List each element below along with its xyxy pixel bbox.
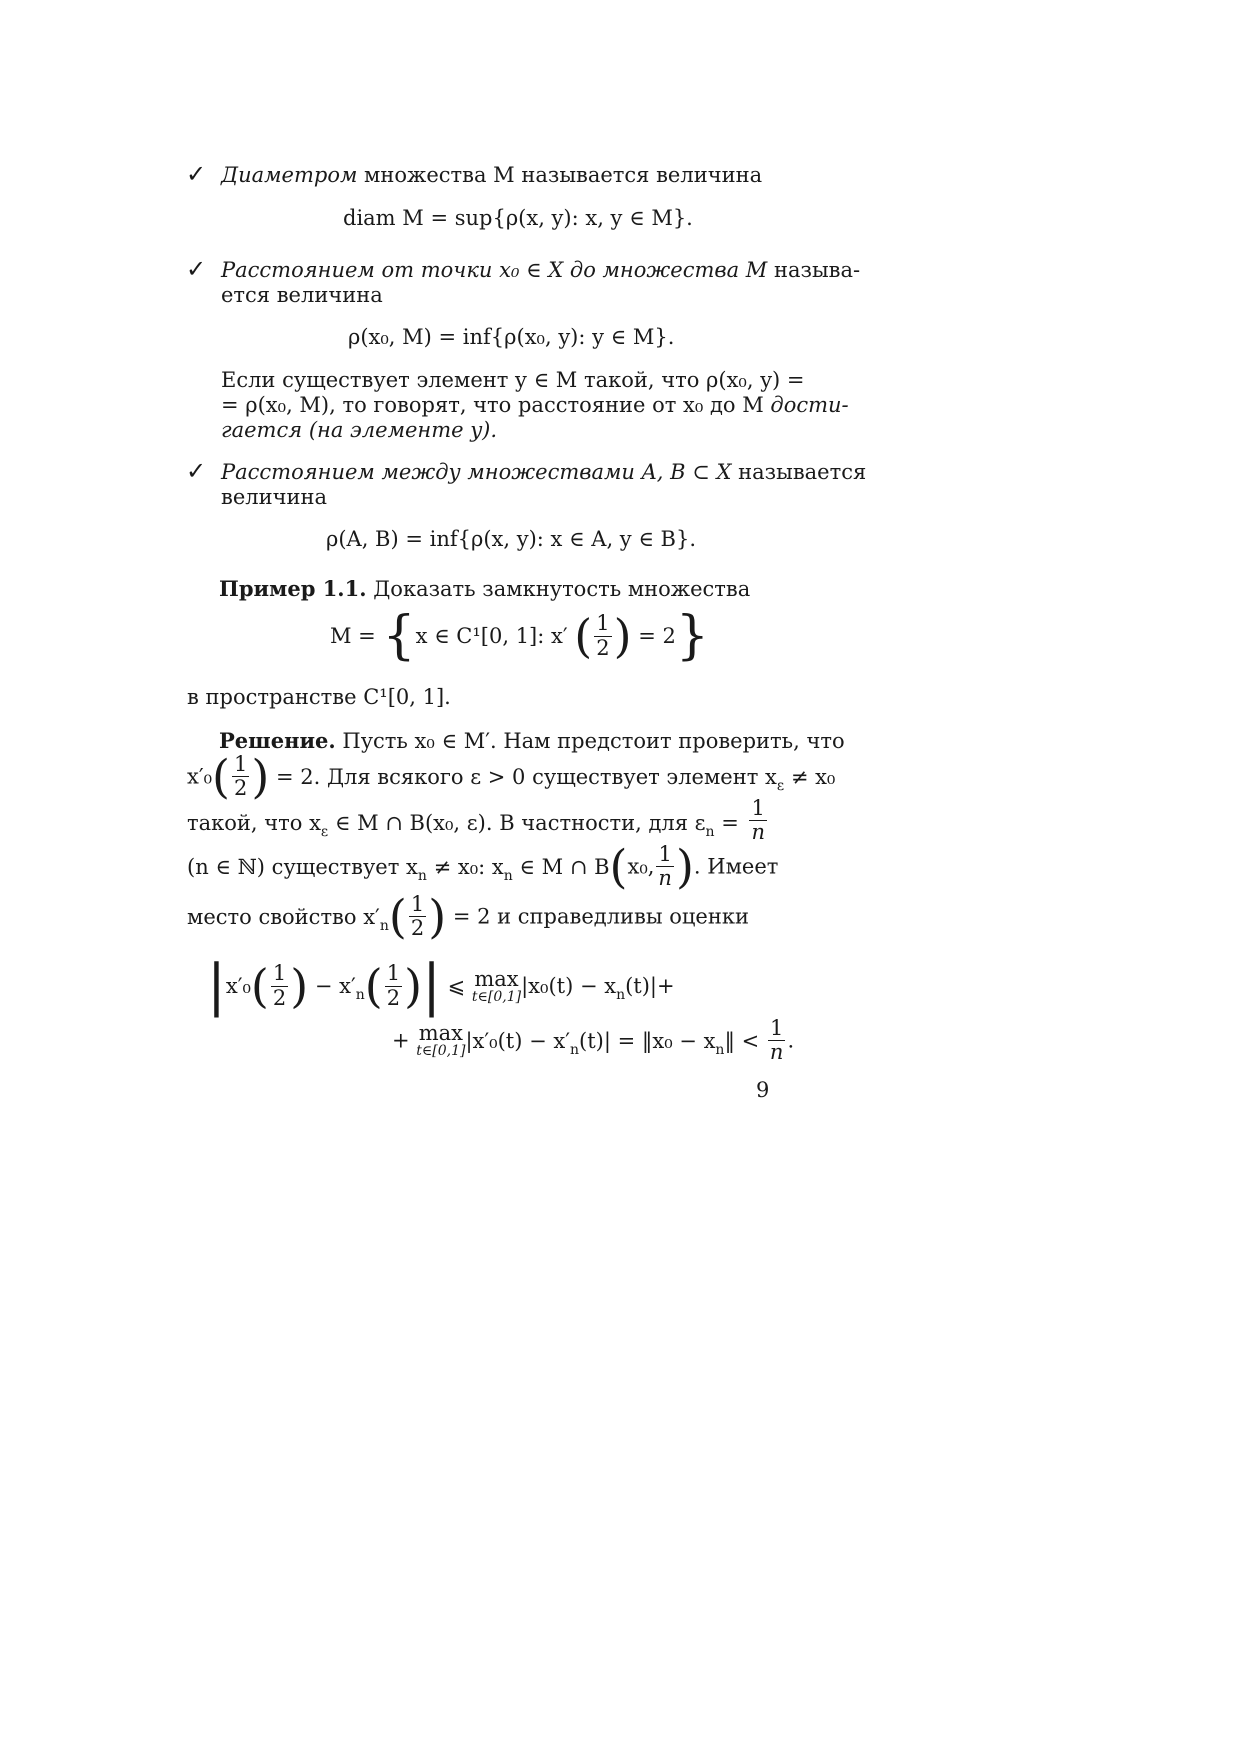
plus-sign: + [392,1028,410,1053]
item3-line1 [221,458,866,486]
fraction-half: $\frac{1}{2}$ [596,611,610,660]
abs-left-bar: | [207,953,226,1018]
left-paren: ( [250,959,269,1013]
item3-rest: называется [731,460,867,484]
item2-paragraph-line1: Если существует элемент y ∈ M такой, что ρ(x₀, y) = [221,368,805,392]
l3-text: такой, что $x_\varepsilon$ ∈ M ∩ B(x₀, ε). В частности, для $\varepsilon_n$ = [187,811,739,840]
right-paren: ) [428,889,447,944]
item3-line2: величина [221,485,327,509]
term1: $|x_0(t) - x_n(t)|+$ [521,974,675,1003]
left-paren: ( [574,609,593,663]
item2-formula: ρ(x₀, M) = inf{ρ(x₀, y): y ∈ M}. [348,325,675,349]
checkmark-icon: ✓ [186,457,207,485]
item1-rest: множества M называется величина [357,163,763,187]
right-paren: ) [613,609,632,663]
item2-p2-text: = ρ(x₀, M), то говорят, что расстояние от x₀ до M [221,393,771,417]
left-paren: ( [364,959,383,1013]
solution-l1-text: Пусть x₀ ∈ M′. Нам предстоит проверить, что [335,729,845,753]
formula-eq: = 2 [638,624,676,648]
minus-xn: − $x'_n$ [308,974,365,1003]
abs-right-bar: | [422,953,441,1018]
estimate-line1 [207,953,675,1018]
left-paren: ( [388,889,407,944]
page-number: 9 [756,1078,770,1102]
item2-paragraph-line2 [221,391,849,419]
item2-line2: ется величина [221,283,383,307]
item2-term: Расстоянием от точки x₀ ∈ X до множества M [221,258,768,282]
term2: $|x'_0(t) - x'_n(t)|$ = ‖x₀ − $x_n‖$ < [465,1028,760,1058]
example-formula [330,606,709,670]
l5-end: = 2 и справедливы оценки [446,904,749,929]
l4-text: (n ∈ ℕ) существует $x_n \ne x_0$: $x_n$ ∈ M ∩ B [187,854,610,884]
item1-term: Диаметром [221,163,358,187]
item2-p2-italic: дости- [770,393,849,417]
right-paren: ) [290,959,309,1013]
estimate-line2 [392,1017,794,1073]
right-paren: ) [404,959,423,1013]
example-after: в пространстве C¹[0, 1]. [187,685,451,709]
l4-end: . Имеет [693,854,779,879]
solution-line4 [187,839,779,897]
solution-label: Решение. [219,728,336,753]
checkmark-icon: ✓ [186,160,207,188]
period: . [787,1028,795,1053]
example-heading [219,575,750,603]
max-operator: max t∈[0,1] [471,966,522,1005]
solution-line1 [219,727,845,755]
ball-center: x₀, [627,854,655,879]
fraction-one-over-n: $\frac{1}{n}$ [658,842,672,891]
left-paren: ( [609,839,628,894]
fraction-half: $\frac{1}{2}$ [233,752,248,801]
right-paren: ) [251,749,270,804]
item1-formula: diam M = sup{ρ(x, y): x, y ∈ M}. [343,206,693,230]
item1-text [221,161,762,189]
l5-text: место свойство $x'_n$ [187,904,389,934]
checkmark-icon: ✓ [186,255,207,283]
le-sign: ⩽ [447,974,466,998]
fraction-half: $\frac{1}{2}$ [386,961,401,1010]
item2-paragraph-line3 [221,416,497,444]
right-brace: } [675,606,709,666]
x0-prime: x′₀ [225,974,251,998]
right-paren: ) [675,839,694,894]
left-brace: { [382,606,416,666]
item2-p3-text: (на элементе y). [302,418,498,442]
item2-line1 [221,256,860,284]
formula-inner: x ∈ C¹[0, 1]: x′ [415,624,568,648]
max-operator: max t∈[0,1] [416,1021,466,1060]
fraction-half: $\frac{1}{2}$ [272,961,287,1010]
x0-prime: x′₀ [187,764,213,789]
left-paren: ( [212,749,230,804]
fraction-half: $\frac{1}{2}$ [410,892,425,941]
l2-text: = 2. Для всякого ε > 0 существует элемент $x_\varepsilon \ne x_0$ [269,764,836,794]
formula-lhs: M = [330,624,376,648]
item3-formula: ρ(A, B) = inf{ρ(x, y): x ∈ A, y ∈ B}. [326,527,697,551]
solution-line5 [187,889,749,947]
item2-p3-italic: гается [221,418,303,442]
fraction-one-over-n: $\frac{1}{n}$ [769,1016,784,1065]
item2-rest: называ- [767,258,861,282]
example-label: Пример 1.1. [219,576,367,601]
item3-term: Расстоянием между множествами A, B ⊂ X [221,460,732,484]
fraction-one-over-n: $\frac{1}{n}$ [751,796,765,845]
example-text: Доказать замкнутость множества [366,577,751,601]
